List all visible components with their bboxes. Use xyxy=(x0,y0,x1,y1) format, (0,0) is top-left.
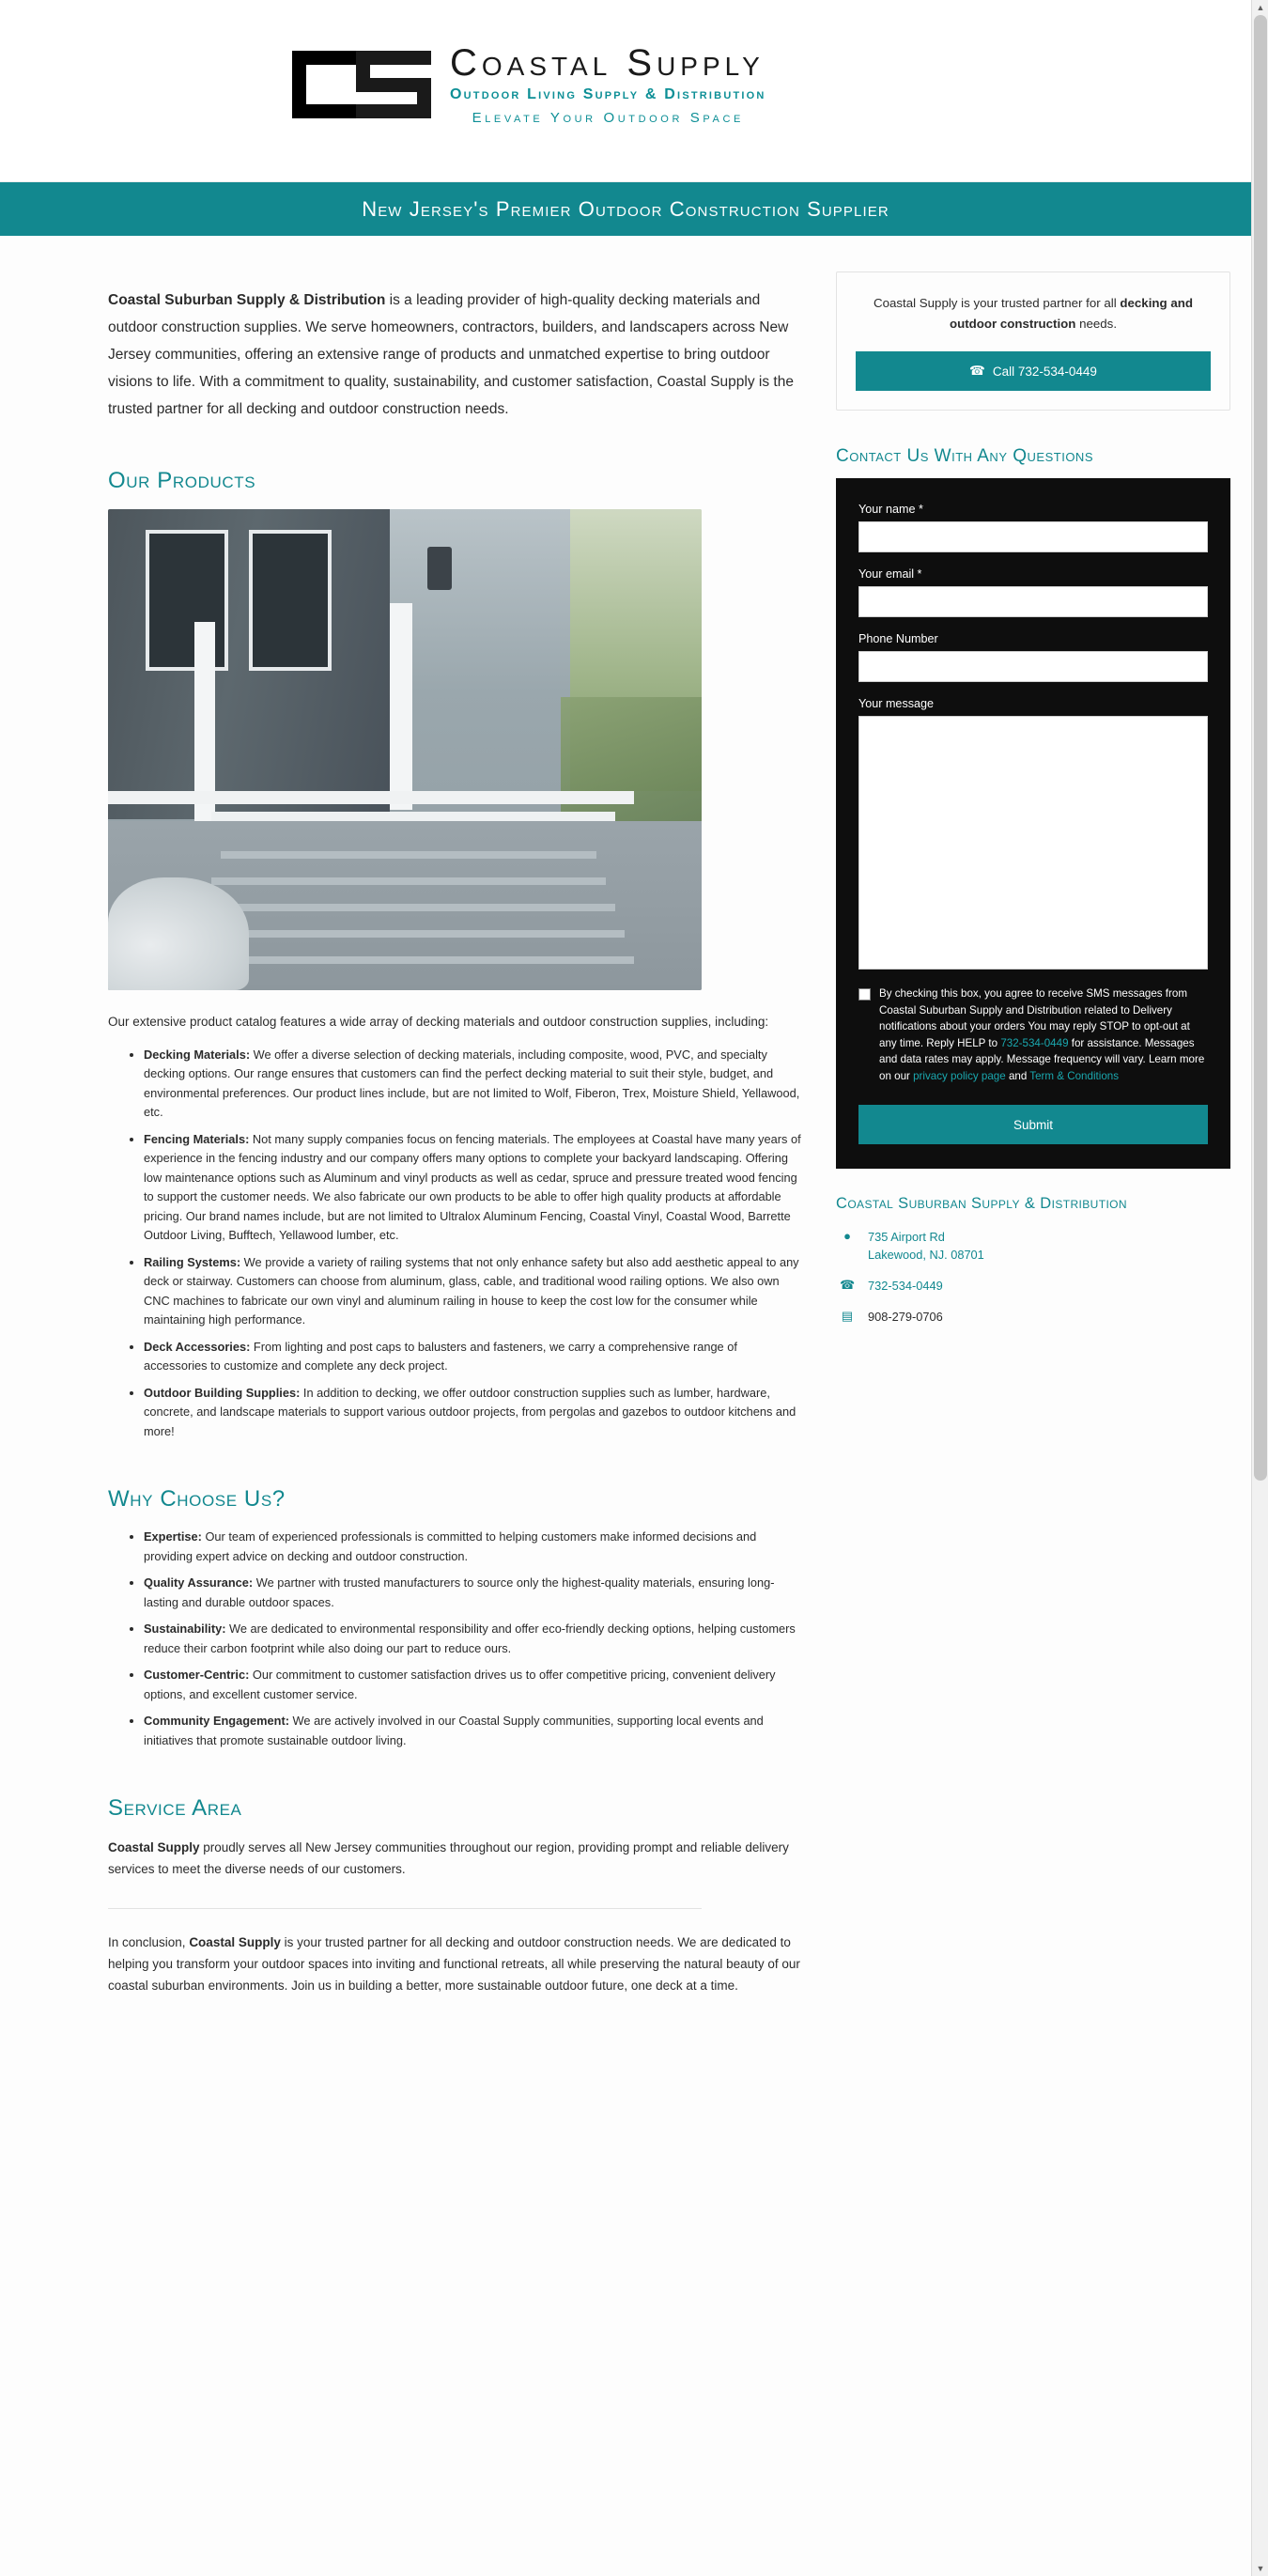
main-column xyxy=(108,272,803,2010)
list-item-label: Railing Systems: xyxy=(144,1254,241,1269)
list-item-label: Decking Materials: xyxy=(144,1047,251,1062)
address-row[interactable] xyxy=(836,1228,1230,1264)
section-divider xyxy=(108,1908,702,1909)
phone-row[interactable] xyxy=(836,1277,1230,1295)
list-item-text: We partner with trusted manufacturers to source only the highest-quality materials, ensuring long-lasting and durable outdoor spaces. xyxy=(144,1575,775,1609)
closing-pre: In conclusion, xyxy=(108,1935,190,1949)
list-item-label: Sustainability: xyxy=(144,1622,226,1636)
trust-post: needs. xyxy=(1075,317,1118,331)
map-pin-icon: ● xyxy=(843,1229,851,1243)
intro-lead: Coastal Suburban Supply & Distribution xyxy=(108,291,386,308)
submit-button[interactable]: Submit xyxy=(858,1105,1208,1144)
fax-row xyxy=(836,1308,1230,1326)
list-item-text: We provide a variety of railing systems that not only enhance safety but also add aesthetic appeal to any deck or stairway. Customers can choose from aluminum, glass, cable, and traditional wood railing options. We also own CNC machines to fabricate our own vinyl and aluminum railing in house to keep the cost low for the consumer while maintaining high performance. xyxy=(144,1254,799,1327)
list-item-text: Our team of experienced professionals is committed to helping customers make informed decisions and providing expert advice on decking and outdoor construction. xyxy=(144,1529,757,1563)
list-item-text: In addition to decking, we offer outdoor construction supplies such as lumber, hardware, concrete, and landscape materials to support various outdoor projects, from pergolas and gazebos to outdoor kitchens and more! xyxy=(144,1385,796,1438)
trust-callout xyxy=(836,272,1230,411)
phone-icon: ☎ xyxy=(840,1278,856,1292)
list-item xyxy=(144,1046,803,1123)
list-item-label: Fencing Materials: xyxy=(144,1131,250,1146)
list-item xyxy=(144,1338,803,1376)
message-textarea[interactable] xyxy=(858,716,1208,970)
list-item-label: Deck Accessories: xyxy=(144,1339,251,1354)
trust-bold: decking and outdoor construction xyxy=(949,296,1193,331)
phone-input[interactable] xyxy=(858,651,1208,682)
phone-label: Phone Number xyxy=(858,632,938,645)
list-item xyxy=(144,1712,803,1750)
sms-consent-text xyxy=(879,985,1208,1084)
deck-photo xyxy=(108,509,702,990)
call-button[interactable] xyxy=(856,351,1211,391)
call-button-label: Call 732-534-0449 xyxy=(992,364,1097,379)
logo-subtitle-1: Outdoor Living Supply & Distribution xyxy=(450,86,766,102)
closing-paragraph xyxy=(108,1932,803,1996)
products-list xyxy=(108,1046,803,1442)
site-logo[interactable] xyxy=(286,43,766,126)
scroll-up-arrow[interactable]: ▲ xyxy=(1256,3,1265,12)
business-name-heading: Coastal Suburban Supply & Distribution xyxy=(836,1195,1127,1212)
trust-text xyxy=(856,293,1211,334)
tagline-text: New Jersey's Premier Outdoor Construction Supplier xyxy=(362,196,889,221)
contact-form xyxy=(836,478,1230,1169)
intro-paragraph xyxy=(108,287,803,423)
address-line-2: Lakewood, NJ. 08701 xyxy=(868,1248,984,1262)
service-area-heading: Service Area xyxy=(108,1795,242,1821)
page-scrollbar[interactable] xyxy=(1251,0,1268,2576)
logo-subtitle-2: Elevate Your Outdoor Space xyxy=(472,110,744,126)
list-item-label: Customer-Centric: xyxy=(144,1668,250,1682)
list-item xyxy=(144,1130,803,1246)
list-item-text: We offer a diverse selection of decking materials, including composite, wood, PVC, and specialty decking options. Our range ensures that customers can find the perfect decking material to suit their style, budget, and environmental preferences. Our product lines include, but are not limited to Wolf, Fiberon, Trex, Moisture Shield, Yellawood, etc. xyxy=(144,1047,800,1119)
consent-pre: By checking this box, you agree to receive SMS messages from Coastal Suburban Supply and Distribution related to Delivery notifications about your orders You may reply STOP to opt-out at any time. Reply HELP to xyxy=(879,987,1190,1049)
tagline-banner xyxy=(0,182,1251,236)
list-item-text: We are actively involved in our Coastal Supply communities, supporting local events and initiatives that promote sustainable outdoor living. xyxy=(144,1714,764,1747)
phone-value: 732-534-0449 xyxy=(868,1279,943,1293)
logo-mark-icon xyxy=(286,45,439,124)
sms-consent-row xyxy=(858,985,1208,1084)
address-line-1: 735 Airport Rd xyxy=(868,1230,945,1244)
sms-consent-checkbox[interactable] xyxy=(858,988,871,1001)
list-item xyxy=(144,1574,803,1612)
closing-lead: Coastal Supply xyxy=(189,1935,281,1949)
list-item-text: Our commitment to customer satisfaction drives us to offer competitive pricing, convenient delivery options, and excellent customer service. xyxy=(144,1668,776,1701)
site-header xyxy=(0,6,1251,182)
list-item-label: Outdoor Building Supplies: xyxy=(144,1385,301,1400)
list-item-label: Community Engagement: xyxy=(144,1714,289,1728)
address-value xyxy=(868,1228,984,1264)
service-lead: Coastal Supply xyxy=(108,1840,200,1854)
logo-title: Coastal Supply xyxy=(450,42,765,84)
name-input[interactable] xyxy=(858,521,1208,552)
list-item xyxy=(144,1253,803,1330)
list-item xyxy=(144,1620,803,1658)
why-choose-list xyxy=(108,1528,803,1750)
privacy-policy-link[interactable]: privacy policy page xyxy=(913,1069,1006,1082)
terms-conditions-link[interactable]: Term & Conditions xyxy=(1029,1069,1120,1082)
name-label: Your name * xyxy=(858,503,923,516)
list-item-text: From lighting and post caps to balusters and fasteners, we carry a comprehensive range of accessories to customize and complete any deck project. xyxy=(144,1339,737,1373)
service-area-paragraph xyxy=(108,1837,803,1880)
page-root xyxy=(0,6,1251,2576)
closing-text: is your trusted partner for all decking and outdoor construction needs. We are dedicated to helping you transform your outdoor spaces into inviting and functional retreats, all while preserving the natural beauty of our coastal suburban environments. Join us in building a better, more sustainable outdoor future, one deck at a time. xyxy=(108,1935,800,1993)
list-item xyxy=(144,1384,803,1442)
scroll-thumb[interactable] xyxy=(1254,15,1267,1481)
list-item xyxy=(144,1666,803,1704)
list-item-label: Expertise: xyxy=(144,1529,202,1544)
email-input[interactable] xyxy=(858,586,1208,617)
fax-icon: ▤ xyxy=(841,1309,854,1323)
products-heading: Our Products xyxy=(108,467,256,493)
consent-and: and xyxy=(1005,1069,1030,1082)
consent-mid: for assistance. Messages and data rates may apply. Message frequency will vary. Learn more on our xyxy=(879,1036,1205,1082)
list-item-label: Quality Assurance: xyxy=(144,1575,254,1590)
contact-heading: Contact Us With Any Questions xyxy=(836,446,1093,466)
scroll-down-arrow[interactable]: ▼ xyxy=(1256,2564,1265,2573)
why-choose-heading: Why Choose Us? xyxy=(108,1486,286,1512)
sidebar-column xyxy=(836,272,1230,2010)
list-item-text: Not many supply companies focus on fencing materials. The employees at Coastal have many years of experience in the fencing industry and our company offers many options to complete your backyard landscaping. Offering low maintenance options such as Aluminum and vinyl products as well as cedar, spruce and pressure treated wood fencing to support the customer needs. We also fabricate our own products to be able to offer high quality products at affordable pricing. Our brand names include, but are not limited to Ultralox Aluminum Fencing, Coastal Vinyl, Coastal Wood, Barrette Outdoor Living, Bufftech, Yellawood lumber, etc. xyxy=(144,1131,801,1242)
list-item-text: We are dedicated to environmental responsibility and offer eco-friendly decking options, helping customers reduce their carbon footprint while also doing our part to reduce ours. xyxy=(144,1622,796,1655)
intro-body: is a leading provider of high-quality decking materials and outdoor construction supplies. We serve homeowners, contractors, builders, and landscapers across New Jersey communities, offering an extensive range of products and unmatched expertise to bring outdoor visions to life. With a commitment to quality, sustainability, and customer satisfaction, Coastal Supply is the trusted partner for all decking and outdoor construction needs. xyxy=(108,291,794,417)
products-intro: Our extensive product catalog features a wide array of decking materials and outdoor construction supplies, including: xyxy=(108,1014,769,1029)
service-text: proudly serves all New Jersey communities throughout our region, providing prompt and reliable delivery services to meet the diverse needs of our customers. xyxy=(108,1840,789,1876)
fax-value: 908-279-0706 xyxy=(868,1310,943,1324)
phone-icon: ☎ xyxy=(969,364,985,378)
email-label: Your email * xyxy=(858,567,922,581)
consent-phone-link[interactable]: 732-534-0449 xyxy=(1000,1036,1069,1049)
content-area xyxy=(0,236,1251,2010)
message-label: Your message xyxy=(858,697,935,710)
list-item xyxy=(144,1528,803,1566)
trust-pre: Coastal Supply is your trusted partner for all xyxy=(874,296,1121,310)
